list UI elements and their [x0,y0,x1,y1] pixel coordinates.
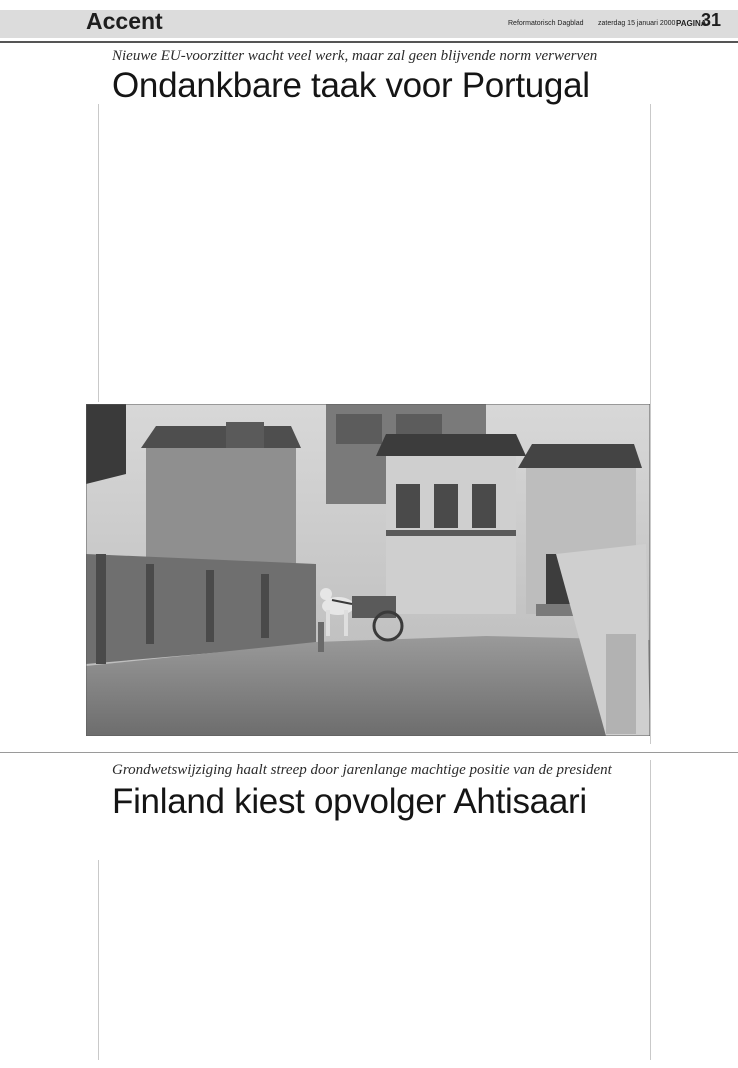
portugal-kicker: Nieuwe EU-voorzitter wacht veel werk, maar zal geen blijvende norm verwerven [112,48,598,64]
portugal-headline: Ondankbare taak voor Portugal [112,66,590,105]
masthead-rule [0,41,738,43]
masthead [0,0,738,44]
street-photo [86,404,650,736]
edition-date: zaterdag 15 januari 2000 [598,20,676,27]
column-rule [98,104,99,402]
column-rule [650,104,651,744]
section-title: Accent [86,8,163,34]
street-photo-graphic [86,404,650,736]
paper-name: Reformatorisch Dagblad [508,20,584,27]
finland-kicker: Grondwetswijziging haalt streep door jarenlange machtige positie van de president [112,762,612,778]
section-divider [0,752,738,753]
column-rule [650,760,651,1060]
column-rule [98,860,99,1060]
finland-headline: Finland kiest opvolger Ahtisaari [112,782,587,821]
page-label: PAGINA [676,19,707,28]
page-number: 31 [701,10,722,30]
